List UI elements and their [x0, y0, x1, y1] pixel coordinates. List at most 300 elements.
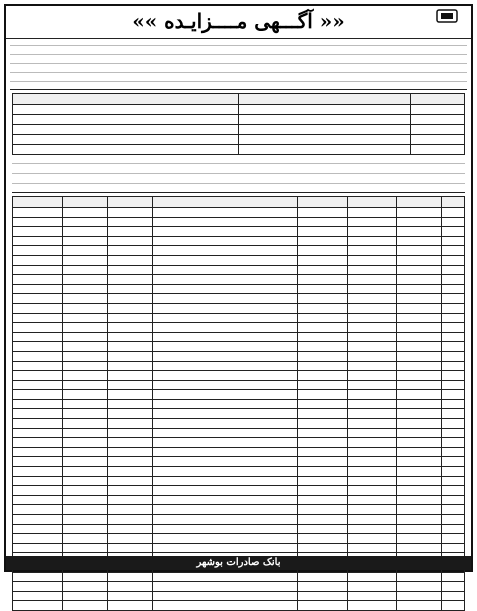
property-cell: [107, 524, 152, 534]
property-cell: [397, 543, 442, 553]
notes-line: [12, 173, 465, 174]
property-cell: [62, 284, 107, 294]
property-cell: [13, 294, 63, 304]
property-cell: [153, 361, 298, 371]
property-cell: [62, 601, 107, 611]
property-cell: [397, 467, 442, 477]
property-cell: [347, 380, 397, 390]
property-cell: [13, 227, 63, 237]
property-col-area: [347, 197, 397, 208]
property-row: [13, 409, 465, 419]
property-cell: [153, 601, 298, 611]
property-cell: [297, 457, 347, 467]
property-cell: [107, 495, 152, 505]
property-cell: [397, 534, 442, 544]
property-cell: [62, 409, 107, 419]
property-cell: [13, 534, 63, 544]
property-cell: [397, 265, 442, 275]
property-cell: [397, 438, 442, 448]
property-cell: [397, 380, 442, 390]
property-cell: [107, 428, 152, 438]
property-cell: [297, 486, 347, 496]
property-cell: [397, 342, 442, 352]
property-cell: [13, 524, 63, 534]
property-cell: [347, 419, 397, 429]
property-cell: [153, 255, 298, 265]
property-cell: [153, 419, 298, 429]
property-cell: [13, 601, 63, 611]
intro-line: [10, 45, 467, 46]
property-cell: [62, 438, 107, 448]
property-cell: [62, 361, 107, 371]
property-cell: [397, 227, 442, 237]
property-cell: [153, 409, 298, 419]
property-cell: [442, 227, 465, 237]
property-cell: [442, 217, 465, 227]
property-cell: [397, 313, 442, 323]
property-cell: [297, 495, 347, 505]
property-cell: [107, 390, 152, 400]
property-row: [13, 284, 465, 294]
property-row: [13, 246, 465, 256]
property-row: [13, 294, 465, 304]
property-cell: [347, 515, 397, 525]
property-cell: [397, 303, 442, 313]
property-cell: [442, 476, 465, 486]
property-cell: [107, 332, 152, 342]
payment-cell-installment: [13, 105, 239, 115]
property-cell: [397, 409, 442, 419]
property-cell: [297, 361, 347, 371]
property-cell: [297, 217, 347, 227]
property-cell: [347, 303, 397, 313]
property-cell: [442, 582, 465, 592]
property-cell: [107, 447, 152, 457]
property-cell: [153, 371, 298, 381]
property-cell: [347, 265, 397, 275]
property-cell: [153, 313, 298, 323]
property-cell: [13, 486, 63, 496]
property-cell: [13, 342, 63, 352]
property-cell: [347, 208, 397, 218]
property-cell: [347, 505, 397, 515]
payment-cell-num: [410, 135, 464, 145]
property-row: [13, 323, 465, 333]
property-cell: [13, 371, 63, 381]
property-cell: [13, 351, 63, 361]
property-row: [13, 582, 465, 592]
property-cell: [347, 275, 397, 285]
property-cell: [347, 351, 397, 361]
property-cell: [442, 467, 465, 477]
payment-col-installment: [13, 94, 239, 105]
property-cell: [397, 236, 442, 246]
property-cell: [107, 217, 152, 227]
property-cell: [347, 371, 397, 381]
payment-cell-cash: [239, 125, 411, 135]
property-cell: [347, 284, 397, 294]
property-row: [13, 380, 465, 390]
property-cell: [297, 255, 347, 265]
property-cell: [107, 303, 152, 313]
property-row: [13, 543, 465, 553]
property-cell: [442, 543, 465, 553]
property-cell: [62, 265, 107, 275]
property-cell: [107, 582, 152, 592]
property-cell: [13, 217, 63, 227]
property-cell: [153, 351, 298, 361]
property-cell: [13, 572, 63, 582]
property-cell: [397, 428, 442, 438]
property-cell: [442, 284, 465, 294]
property-cell: [153, 323, 298, 333]
property-cell: [153, 428, 298, 438]
property-cell: [297, 236, 347, 246]
property-cell: [153, 505, 298, 515]
property-cell: [62, 505, 107, 515]
property-cell: [107, 294, 152, 304]
payment-cell-installment: [13, 125, 239, 135]
property-cell: [107, 515, 152, 525]
property-row: [13, 534, 465, 544]
property-cell: [347, 342, 397, 352]
property-cell: [442, 380, 465, 390]
property-cell: [347, 428, 397, 438]
payment-cell-cash: [239, 105, 411, 115]
property-cell: [442, 572, 465, 582]
property-cell: [297, 409, 347, 419]
property-cell: [13, 236, 63, 246]
property-cell: [153, 486, 298, 496]
payment-cell-num: [410, 115, 464, 125]
property-cell: [13, 438, 63, 448]
property-cell: [62, 380, 107, 390]
payment-cell-installment: [13, 115, 239, 125]
intro-line: [10, 63, 467, 64]
property-cell: [442, 428, 465, 438]
property-cell: [347, 495, 397, 505]
property-cell: [62, 255, 107, 265]
property-cell: [297, 265, 347, 275]
property-cell: [62, 217, 107, 227]
property-cell: [442, 524, 465, 534]
property-cell: [13, 255, 63, 265]
property-cell: [62, 313, 107, 323]
property-cell: [13, 409, 63, 419]
payment-terms-row: [13, 115, 465, 125]
property-cell: [442, 265, 465, 275]
property-table-header-row: [13, 197, 465, 208]
property-cell: [397, 486, 442, 496]
property-cell: [297, 351, 347, 361]
property-cell: [107, 457, 152, 467]
property-row: [13, 572, 465, 582]
property-cell: [13, 275, 63, 285]
property-cell: [13, 515, 63, 525]
property-cell: [62, 582, 107, 592]
property-cell: [62, 524, 107, 534]
property-cell: [153, 332, 298, 342]
property-cell: [297, 303, 347, 313]
property-cell: [13, 303, 63, 313]
property-cell: [442, 294, 465, 304]
property-cell: [153, 284, 298, 294]
payment-cell-installment: [13, 145, 239, 155]
property-cell: [153, 217, 298, 227]
property-cell: [297, 476, 347, 486]
property-cell: [62, 227, 107, 237]
property-cell: [297, 428, 347, 438]
property-cell: [153, 265, 298, 275]
property-cell: [13, 246, 63, 256]
property-row: [13, 351, 465, 361]
property-cell: [442, 601, 465, 611]
property-cell: [442, 246, 465, 256]
property-cell: [297, 572, 347, 582]
property-row: [13, 495, 465, 505]
property-cell: [347, 534, 397, 544]
property-cell: [62, 419, 107, 429]
property-cell: [347, 246, 397, 256]
property-cell: [13, 361, 63, 371]
property-cell: [397, 457, 442, 467]
property-cell: [62, 275, 107, 285]
property-row: [13, 438, 465, 448]
property-cell: [297, 246, 347, 256]
property-cell: [13, 313, 63, 323]
property-cell: [153, 476, 298, 486]
property-cell: [397, 284, 442, 294]
property-cell: [13, 390, 63, 400]
property-cell: [442, 236, 465, 246]
property-cell: [107, 255, 152, 265]
property-col-status: [62, 197, 107, 208]
property-cell: [347, 409, 397, 419]
notice-notes: [12, 158, 465, 193]
property-cell: [107, 265, 152, 275]
property-col-remarks: [13, 197, 63, 208]
property-row: [13, 457, 465, 467]
property-cell: [153, 294, 298, 304]
property-cell: [397, 524, 442, 534]
property-cell: [297, 467, 347, 477]
property-cell: [13, 467, 63, 477]
payment-terms-table: [12, 93, 465, 155]
property-cell: [107, 351, 152, 361]
property-cell: [13, 332, 63, 342]
property-row: [13, 524, 465, 534]
property-cell: [347, 572, 397, 582]
payment-cell-cash: [239, 135, 411, 145]
property-cell: [62, 515, 107, 525]
property-row: [13, 313, 465, 323]
payment-cell-num: [410, 125, 464, 135]
property-cell: [107, 284, 152, 294]
property-cell: [347, 457, 397, 467]
payment-terms-row: [13, 135, 465, 145]
property-cell: [153, 275, 298, 285]
property-row: [13, 371, 465, 381]
property-cell: [297, 543, 347, 553]
property-row: [13, 332, 465, 342]
property-cell: [297, 419, 347, 429]
property-cell: [13, 284, 63, 294]
property-cell: [297, 591, 347, 601]
property-cell: [153, 208, 298, 218]
property-cell: [442, 332, 465, 342]
auction-notice-page: [4, 4, 473, 572]
property-cell: [107, 371, 152, 381]
property-cell: [347, 390, 397, 400]
property-cell: [347, 236, 397, 246]
property-row: [13, 275, 465, 285]
property-cell: [347, 476, 397, 486]
property-cell: [107, 505, 152, 515]
property-cell: [62, 371, 107, 381]
property-cell: [297, 524, 347, 534]
property-cell: [107, 543, 152, 553]
property-cell: [347, 524, 397, 534]
property-cell: [153, 303, 298, 313]
property-col-price: [297, 197, 347, 208]
property-cell: [347, 582, 397, 592]
property-cell: [442, 419, 465, 429]
payment-terms-row: [13, 105, 465, 115]
property-row: [13, 515, 465, 525]
property-cell: [297, 399, 347, 409]
property-cell: [153, 246, 298, 256]
property-cell: [107, 208, 152, 218]
property-row: [13, 236, 465, 246]
property-cell: [107, 399, 152, 409]
property-cell: [62, 342, 107, 352]
property-cell: [397, 515, 442, 525]
property-cell: [13, 495, 63, 505]
payment-terms-table-wrap: [12, 93, 465, 155]
property-cell: [347, 217, 397, 227]
property-cell: [153, 467, 298, 477]
property-cell: [13, 380, 63, 390]
property-cell: [153, 515, 298, 525]
property-cell: [107, 476, 152, 486]
property-cell: [153, 447, 298, 457]
property-cell: [297, 447, 347, 457]
property-cell: [153, 572, 298, 582]
property-cell: [107, 275, 152, 285]
property-cell: [62, 236, 107, 246]
property-cell: [442, 351, 465, 361]
property-cell: [442, 457, 465, 467]
property-row: [13, 447, 465, 457]
property-cell: [62, 486, 107, 496]
property-cell: [153, 543, 298, 553]
payment-cell-cash: [239, 115, 411, 125]
payment-cell-cash: [239, 145, 411, 155]
payment-cell-num: [410, 105, 464, 115]
payment-col-cash: [239, 94, 411, 105]
property-row: [13, 601, 465, 611]
property-cell: [62, 457, 107, 467]
property-row: [13, 505, 465, 515]
property-cell: [62, 399, 107, 409]
property-cell: [297, 515, 347, 525]
property-cell: [442, 313, 465, 323]
property-cell: [442, 303, 465, 313]
property-cell: [107, 591, 152, 601]
property-cell: [62, 543, 107, 553]
property-cell: [347, 227, 397, 237]
payment-terms-row: [13, 145, 465, 155]
property-cell: [397, 447, 442, 457]
property-cell: [297, 505, 347, 515]
property-cell: [153, 390, 298, 400]
property-cell: [347, 399, 397, 409]
property-table: [12, 196, 465, 611]
property-col-row: [442, 197, 465, 208]
property-cell: [297, 284, 347, 294]
notice-title: «« آگـــهی مــــزایـده »»: [132, 9, 345, 33]
property-row: [13, 227, 465, 237]
intro-line: [10, 72, 467, 73]
property-cell: [347, 323, 397, 333]
property-cell: [153, 380, 298, 390]
property-cell: [297, 342, 347, 352]
notice-header: [6, 6, 471, 39]
property-cell: [397, 390, 442, 400]
property-cell: [297, 294, 347, 304]
property-cell: [397, 351, 442, 361]
property-row: [13, 428, 465, 438]
property-cell: [107, 361, 152, 371]
property-row: [13, 399, 465, 409]
property-cell: [297, 313, 347, 323]
property-row: [13, 255, 465, 265]
property-cell: [62, 591, 107, 601]
property-cell: [13, 447, 63, 457]
property-cell: [62, 534, 107, 544]
property-cell: [62, 323, 107, 333]
property-cell: [153, 457, 298, 467]
property-cell: [13, 543, 63, 553]
property-cell: [397, 495, 442, 505]
property-cell: [153, 495, 298, 505]
property-cell: [347, 294, 397, 304]
property-row: [13, 591, 465, 601]
property-row: [13, 467, 465, 477]
property-col-plate: [397, 197, 442, 208]
property-cell: [107, 534, 152, 544]
property-row: [13, 265, 465, 275]
property-cell: [297, 208, 347, 218]
property-cell: [442, 275, 465, 285]
property-cell: [62, 428, 107, 438]
property-cell: [347, 361, 397, 371]
property-cell: [62, 246, 107, 256]
property-cell: [13, 399, 63, 409]
property-cell: [153, 236, 298, 246]
property-cell: [107, 572, 152, 582]
property-cell: [442, 399, 465, 409]
property-row: [13, 342, 465, 352]
property-cell: [297, 380, 347, 390]
property-row: [13, 476, 465, 486]
property-cell: [297, 332, 347, 342]
property-cell: [62, 390, 107, 400]
property-cell: [62, 351, 107, 361]
property-cell: [153, 591, 298, 601]
property-cell: [442, 515, 465, 525]
property-cell: [13, 265, 63, 275]
